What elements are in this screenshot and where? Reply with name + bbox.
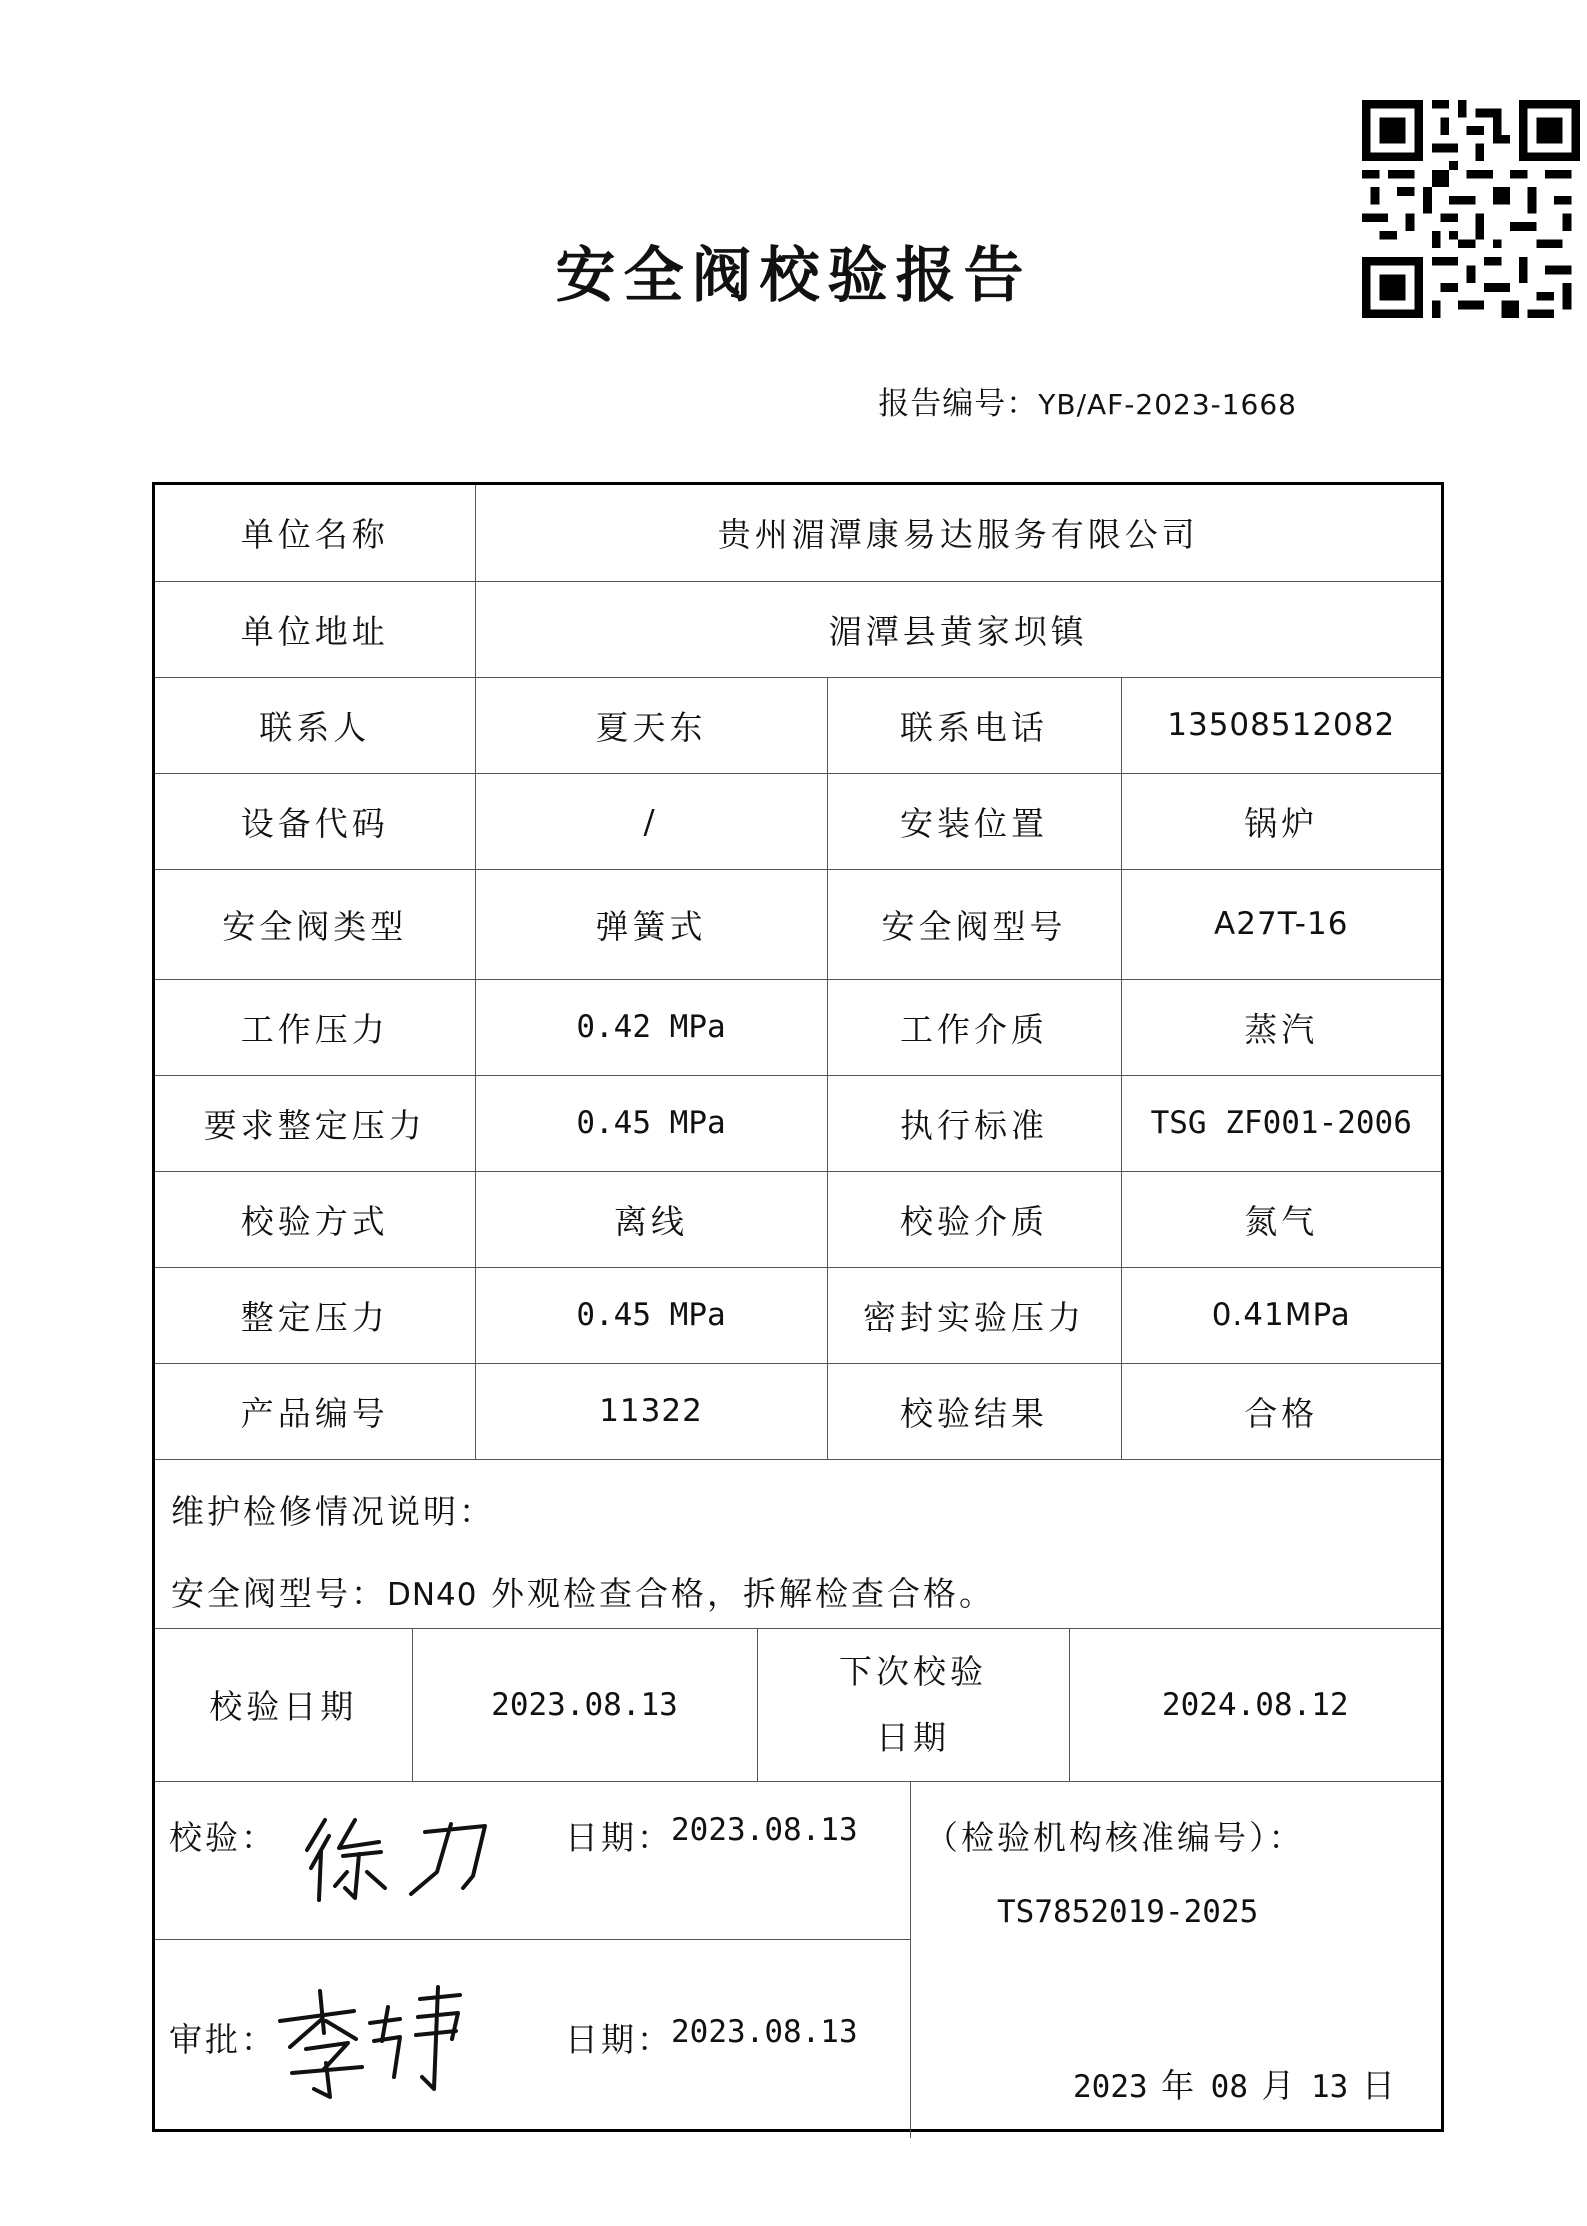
info-table — [155, 485, 1441, 1460]
check-method-label: 校验方式 — [155, 1171, 475, 1267]
table-row — [155, 869, 1441, 979]
check-date-label: 校验日期 — [155, 1629, 412, 1782]
remarks-model: DN40 — [387, 1576, 478, 1613]
table-row — [155, 1075, 1441, 1171]
working-medium-label: 工作介质 — [827, 979, 1121, 1075]
maintenance-remarks — [155, 1460, 1441, 1629]
issue-year-unit: 年 — [1161, 2065, 1198, 2105]
page-title: 安全阀校验报告 — [555, 241, 1032, 311]
checker-signature — [295, 1802, 505, 1912]
device-code-value: / — [475, 773, 827, 869]
required-set-pressure-label: 要求整定压力 — [155, 1075, 475, 1171]
valve-model-label: 安全阀型号 — [827, 869, 1121, 979]
check-medium-value: 氮气 — [1121, 1171, 1441, 1267]
check-method-value: 离线 — [475, 1171, 827, 1267]
table-row — [155, 979, 1441, 1075]
table-row — [155, 1267, 1441, 1363]
remarks-label: 维护检修情况说明： — [171, 1491, 495, 1531]
report-number-value: YB/AF-2023-1668 — [1038, 388, 1297, 421]
valve-type-label: 安全阀类型 — [155, 869, 475, 979]
remarks-prefix: 安全阀型号： — [171, 1573, 387, 1613]
next-check-label — [757, 1629, 1069, 1782]
seal-test-pressure-label: 密封实验压力 — [827, 1267, 1121, 1363]
org-approval-label: （检验机构核准编号）： — [925, 1817, 1305, 1857]
approver-label: 审批： — [169, 2019, 277, 2059]
issue-year: 2023 — [1073, 2068, 1148, 2105]
next-check-label-line2: 日期 — [876, 1717, 950, 1757]
contact-value: 夏天东 — [475, 677, 827, 773]
checker-date-value: 2023.08.13 — [671, 1811, 858, 1848]
table-row — [155, 677, 1441, 773]
next-check-label-line1: 下次校验 — [839, 1651, 987, 1691]
report-number-label: 报告编号： — [878, 386, 1039, 422]
required-set-pressure-value: 0.45 MPa — [475, 1075, 827, 1171]
checker-date-label: 日期： — [565, 1817, 673, 1857]
install-location-value: 锅炉 — [1121, 773, 1441, 869]
standard-value: TSG ZF001-2006 — [1121, 1075, 1441, 1171]
issue-month-unit: 月 — [1261, 2065, 1298, 2105]
issue-day-unit: 日 — [1361, 2065, 1398, 2105]
set-pressure-value: 0.45 MPa — [475, 1267, 827, 1363]
next-check-date-value: 2024.08.12 — [1069, 1629, 1441, 1782]
device-code-label: 设备代码 — [155, 773, 475, 869]
standard-label: 执行标准 — [827, 1075, 1121, 1171]
table-row — [155, 773, 1441, 869]
install-location-label: 安装位置 — [827, 773, 1121, 869]
remarks-body: 外观检查合格，拆解检查合格。 — [491, 1573, 996, 1613]
signature-block — [155, 1782, 911, 2138]
table-row — [155, 1363, 1441, 1459]
set-pressure-label: 整定压力 — [155, 1267, 475, 1363]
issue-date — [1073, 2060, 1398, 2107]
report-table — [152, 482, 1444, 2132]
org-approval-number: TS7852019-2025 — [997, 1893, 1259, 1930]
approver-date-label: 日期： — [565, 2019, 673, 2059]
report-number — [878, 378, 1297, 423]
unit-name-label: 单位名称 — [155, 485, 475, 581]
working-medium-value: 蒸汽 — [1121, 979, 1441, 1075]
approver-date-value: 2023.08.13 — [671, 2013, 858, 2050]
check-medium-label: 校验介质 — [827, 1171, 1121, 1267]
working-pressure-value: 0.42 MPa — [475, 979, 827, 1075]
remarks-text — [171, 1568, 995, 1615]
check-result-value: 合格 — [1121, 1363, 1441, 1459]
working-pressure-label: 工作压力 — [155, 979, 475, 1075]
valve-type-value: 弹簧式 — [475, 869, 827, 979]
contact-label: 联系人 — [155, 677, 475, 773]
check-result-label: 校验结果 — [827, 1363, 1121, 1459]
signature-area — [155, 1782, 1441, 2138]
product-no-label: 产品编号 — [155, 1363, 475, 1459]
valve-model-value: A27T-16 — [1121, 869, 1441, 979]
phone-value: 13508512082 — [1121, 677, 1441, 773]
product-no-value: 11322 — [475, 1363, 827, 1459]
check-date-value: 2023.08.13 — [412, 1629, 757, 1782]
issue-month: 08 — [1210, 2068, 1248, 2105]
table-row — [155, 1171, 1441, 1267]
issue-day: 13 — [1310, 2068, 1349, 2105]
seal-test-pressure-value: 0.41MPa — [1121, 1267, 1441, 1363]
checker-label: 校验： — [169, 1817, 277, 1857]
unit-name-value: 贵州湄潭康易达服务有限公司 — [475, 485, 1441, 581]
phone-label: 联系电话 — [827, 677, 1121, 773]
unit-address-label: 单位地址 — [155, 581, 475, 677]
dates-table — [155, 1629, 1441, 1782]
unit-address-value: 湄潭县黄家坝镇 — [475, 581, 1441, 677]
approver-signature — [270, 1977, 470, 2102]
checker-row — [155, 1782, 910, 1940]
